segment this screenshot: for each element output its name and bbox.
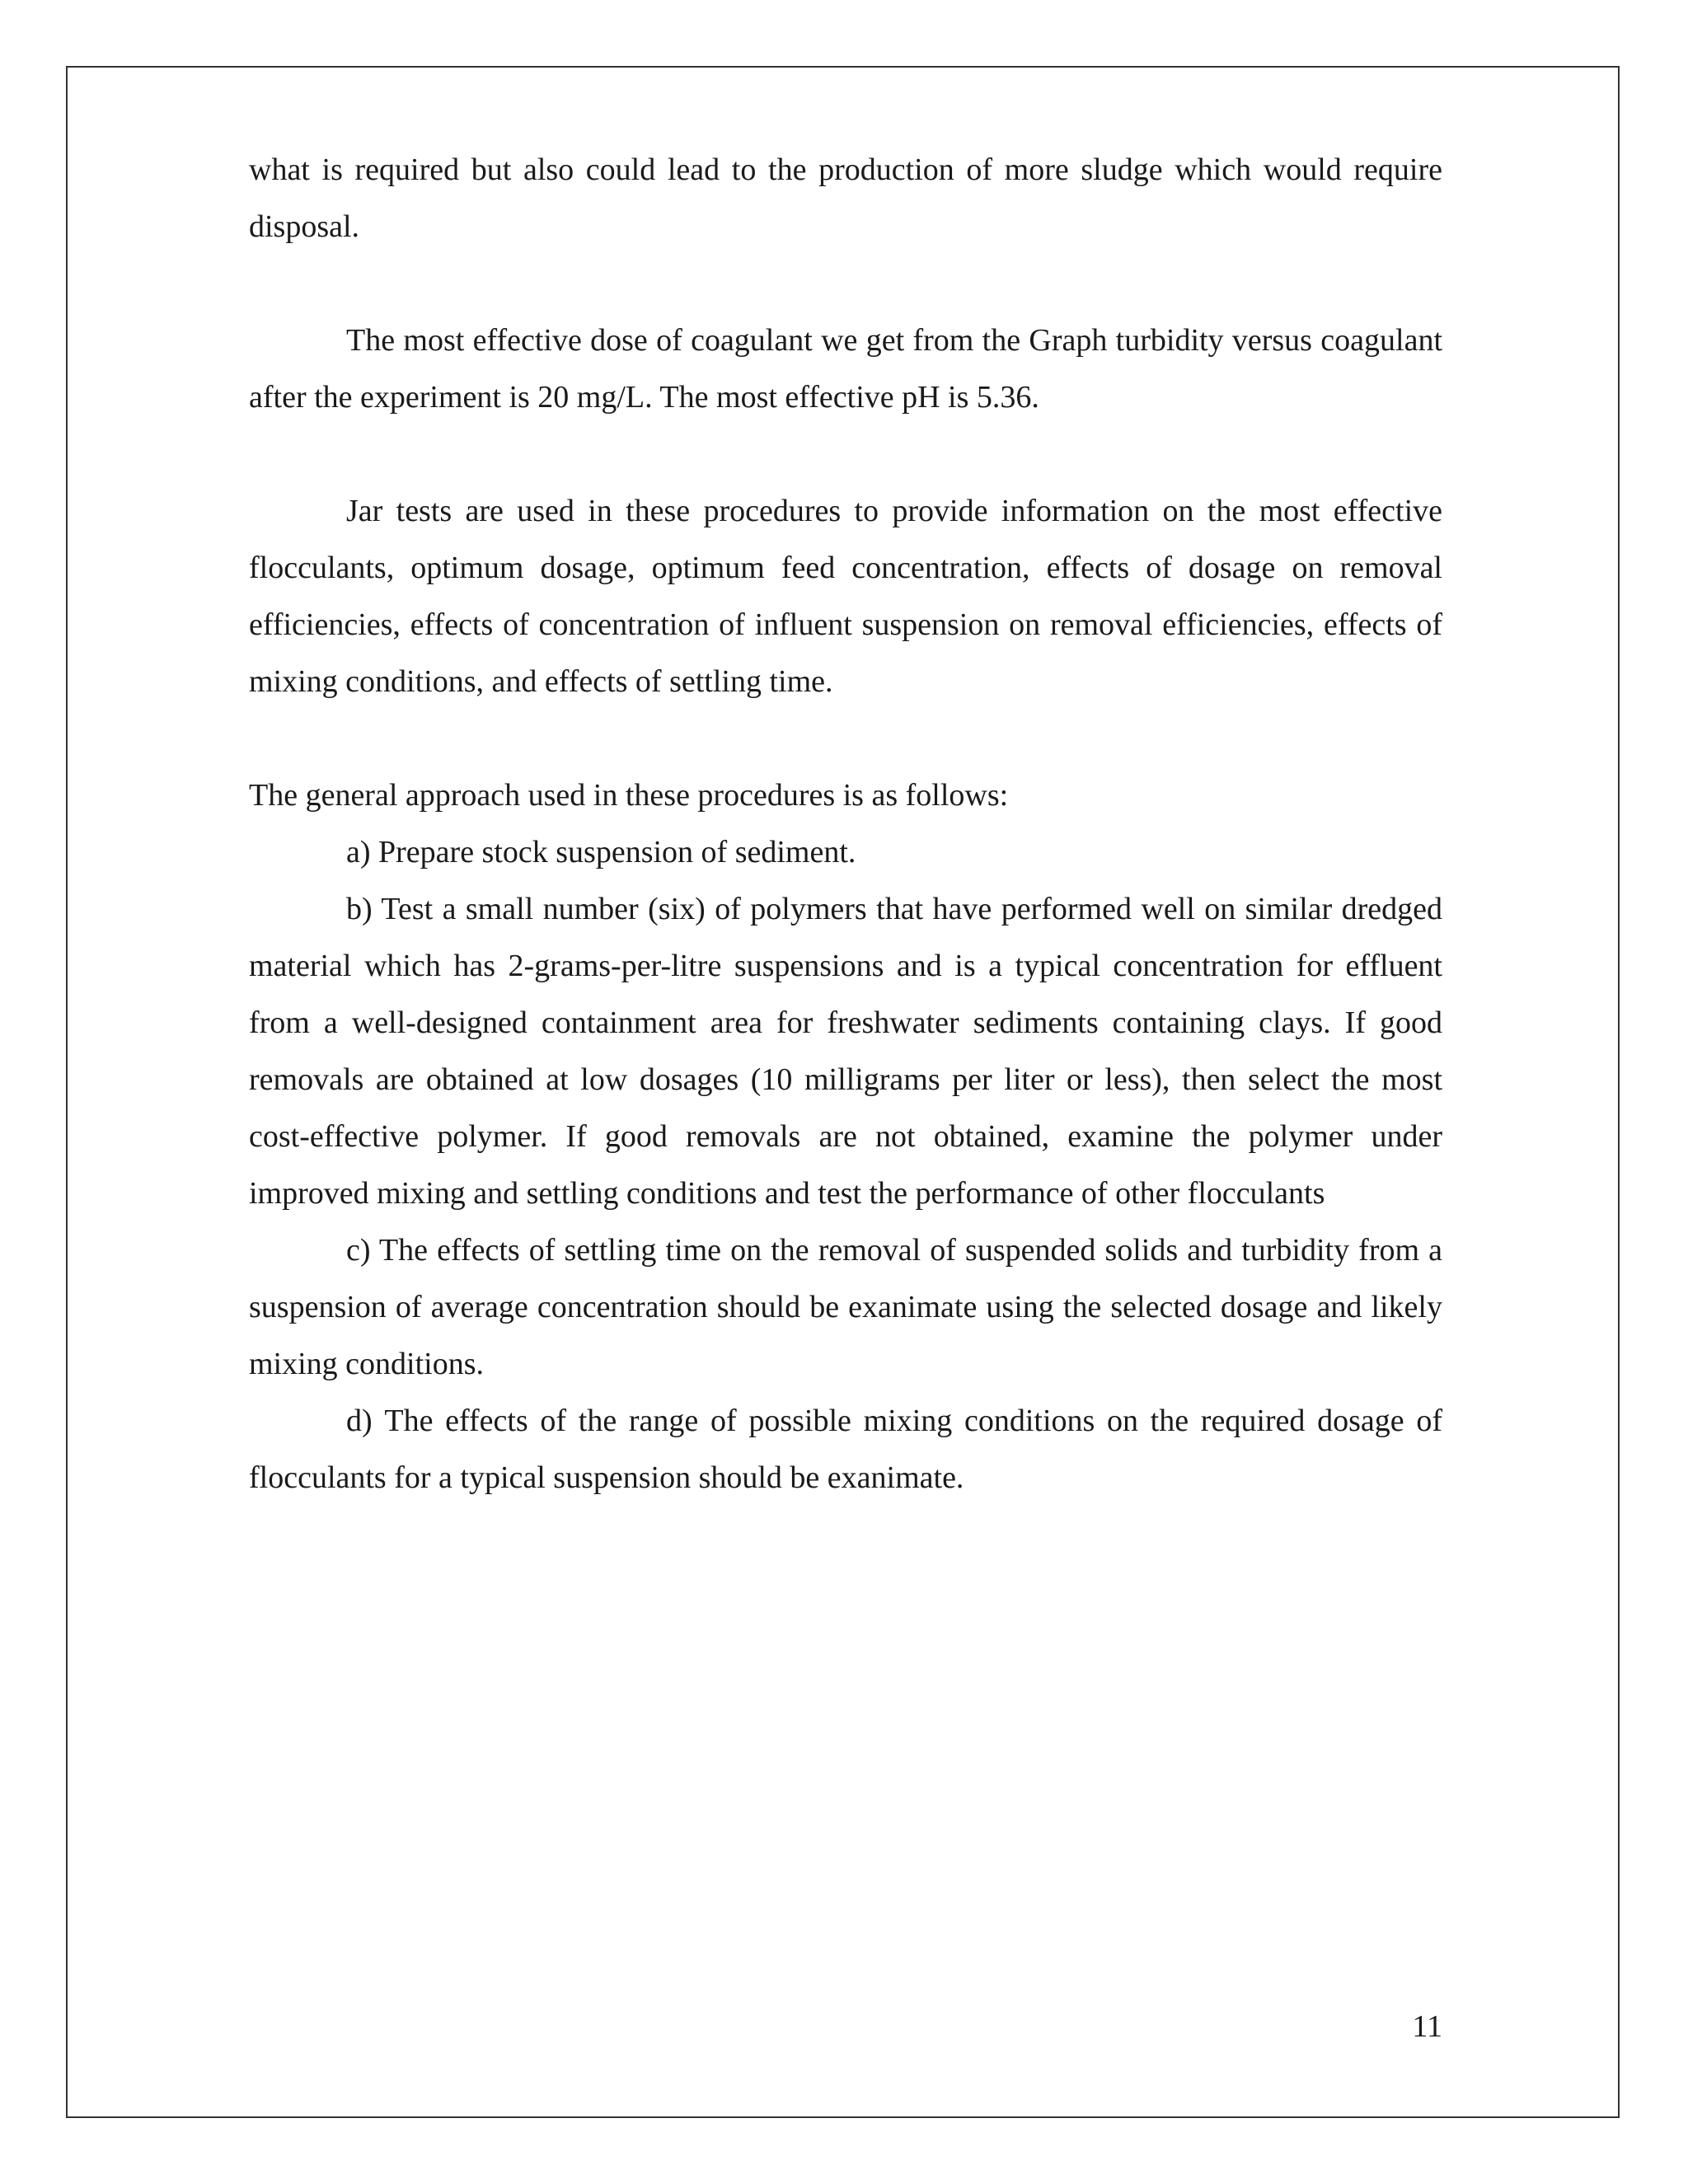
page-number: 11 xyxy=(1412,2009,1442,2044)
paragraph-effective-dose: The most effective dose of coagulant we get from the Graph turbidity versus coagulant after the experiment is 20 mg/L. The most effective pH is 5.36. xyxy=(249,323,1442,415)
step-a: a) Prepare stock suspension of sediment. xyxy=(346,835,856,869)
paragraph-jar-tests: Jar tests are used in these procedures to provide information on the most effective flocculants, optimum dosage, optimum feed concentration, effects of dosage on removal efficiencies, effects of concentration of influent suspension on removal efficiencies, effects of mixing conditions, and effects of settling time. xyxy=(249,494,1442,699)
page-body xyxy=(249,142,1442,1507)
step-b: b) Test a small number (six) of polymers that have performed well on similar dredged material which has 2-grams-per-litre suspensions and is a typical concentration for effluent from a well-designed containment area for freshwater sediments containing clays. If good removals are obtained at low dosages (10 milligrams per liter or less), then select the most cost-effective polymer. If good removals are not obtained, examine the polymer under improved mixing and settling conditions and test the performance of other flocculants xyxy=(249,892,1442,1211)
paragraph-sludge-disposal: what is required but also could lead to the production of more sludge which would require disposal. xyxy=(249,152,1442,244)
paragraph-general-approach: The general approach used in these procedures is as follows: xyxy=(249,778,1009,813)
step-d: d) The effects of the range of possible mixing conditions on the required dosage of flocculants for a typical suspension should be exanimate. xyxy=(249,1404,1442,1495)
step-c: c) The effects of settling time on the removal of suspended solids and turbidity from a suspension of average concentration should be exanimate using the selected dosage and likely mixing conditions. xyxy=(249,1233,1442,1381)
